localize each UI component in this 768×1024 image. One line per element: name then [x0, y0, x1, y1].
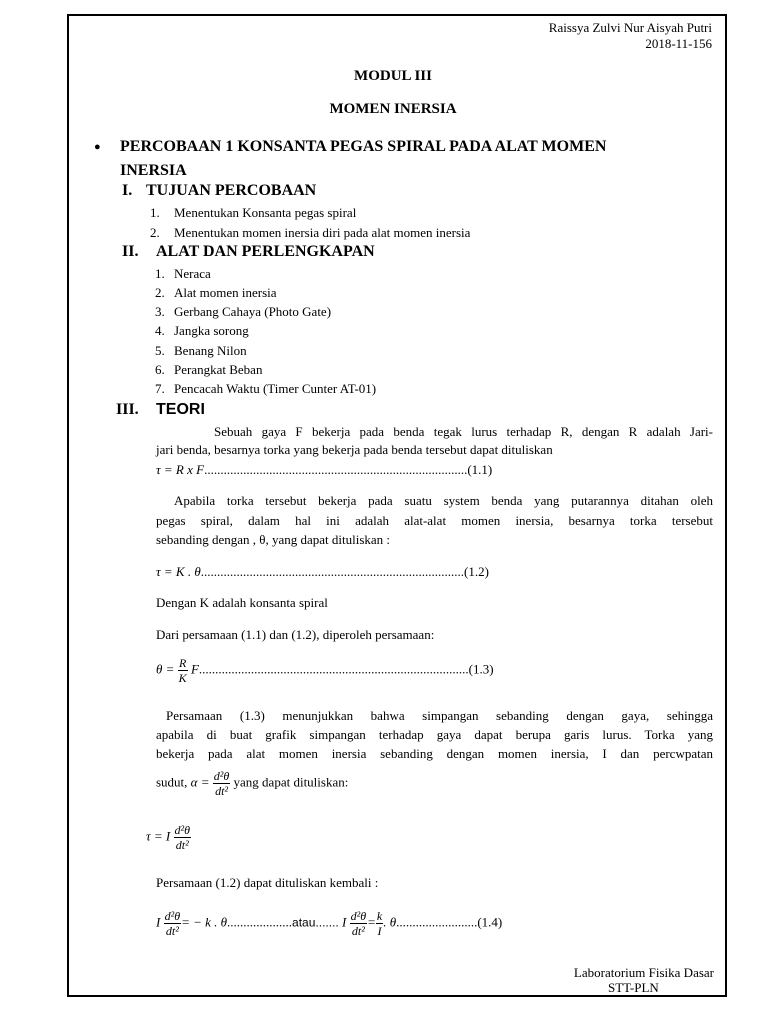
tool-number: 1.: [155, 266, 165, 281]
theory-paragraph-2-line-2: pegas spiral, dalam hal ini adalah alat-alat momen inersia, besarnya torka tersebut: [156, 513, 713, 528]
theory-paragraph-5-line-1: Persamaan (1.3) menunjukkan bahwa simpangan sebanding dengan gaya, sehingga: [166, 708, 713, 723]
theory-paragraph-5-line-3: bekerja pada alat momen inersia sebanding dengan momen inersia, I dan percwpatan: [156, 746, 713, 761]
equation-1-4-fraction-2: [350, 909, 368, 938]
equation-1-4-I2: I: [342, 914, 347, 930]
equation-1-1: [156, 462, 492, 478]
experiment-title-line1: PERCOBAAN 1 KONSANTA PEGAS SPIRAL PADA ALAT MOMEN: [120, 138, 607, 155]
tool-number: 7.: [155, 381, 165, 396]
equation-torque-lhs: τ = I: [146, 828, 171, 844]
fraction-numerator: d²θ: [350, 909, 367, 923]
equation-1-4: [156, 909, 502, 938]
topic-title: MOMEN INERSIA: [329, 101, 457, 117]
equation-1-1-number: (1.1): [467, 462, 493, 477]
tool-number: 6.: [155, 362, 165, 377]
theory-paragraph-4: Dari persamaan (1.1) dan (1.2), diperoleh persamaan:: [156, 627, 435, 642]
footer-lab: Laboratorium Fisika Dasar: [573, 965, 714, 980]
equation-1-3-lhs: θ =: [156, 661, 175, 677]
equation-1-4-I: I: [156, 914, 161, 930]
equation-1-2-number: (1.2): [463, 564, 489, 579]
fraction-numerator: d²θ: [213, 769, 230, 783]
equation-1-2-lhs: τ = K . θ: [156, 564, 201, 579]
theory-paragraph-3: Dengan K adalah konsanta spiral: [156, 595, 328, 610]
fraction-numerator: d²θ: [164, 909, 181, 923]
tool-number: 3.: [155, 304, 165, 319]
fraction-denominator: K: [178, 671, 187, 685]
equation-1-3-leader: ...................................................................................: [198, 661, 469, 677]
equation-1-3-rhs: F: [190, 661, 199, 677]
equation-1-4-atau: atau.......: [292, 915, 339, 930]
tool-text: Neraca: [174, 266, 211, 281]
equation-1-2: [156, 564, 489, 580]
author-name: Raissya Zulvi Nur Aisyah Putri: [548, 20, 712, 35]
tool-text: Perangkat Beban: [174, 362, 263, 377]
line-4-prefix: sudut,: [156, 774, 188, 790]
tool-number: 2.: [155, 285, 165, 300]
fraction-denominator: I: [377, 924, 382, 938]
goal-text: Menentukan momen inersia diri pada alat momen inersia: [174, 225, 471, 240]
fraction-denominator: dt²: [175, 838, 189, 852]
fraction-denominator: dt²: [351, 924, 365, 938]
theory-paragraph-1-line-1: Sebuah gaya F bekerja pada benda tegak lurus terhadap R, dengan R adalah Jari-: [214, 424, 713, 439]
student-id: 2018-11-156: [645, 36, 712, 51]
section-1-number: I.: [122, 182, 133, 199]
fraction-numerator: k: [376, 909, 383, 923]
section-3-number: III.: [116, 401, 139, 418]
section-2-title: ALAT DAN PERLENGKAPAN: [156, 243, 375, 260]
tool-text: Jangka sorong: [174, 323, 249, 338]
tool-text: Pencacah Waktu (Timer Cunter AT-01): [174, 381, 377, 396]
tool-text: Gerbang Cahaya (Photo Gate): [174, 304, 332, 319]
fraction-numerator: d²θ: [174, 823, 191, 837]
section-2-number: II.: [122, 243, 139, 260]
equation-torque: [146, 823, 191, 852]
theory-paragraph-5-line-4: [156, 769, 348, 798]
goal-number: 2.: [150, 225, 160, 240]
section-3-title: TEORI: [156, 401, 205, 418]
equation-1-3-fraction: [178, 656, 188, 685]
experiment-title-line2: INERSIA: [120, 162, 187, 179]
equation-1-2-leader: .................................................................................: [200, 564, 464, 579]
line-4-suffix: yang dapat dituliskan:: [233, 774, 349, 790]
footer-institution: STT-PLN: [608, 980, 659, 995]
goal-number: 1.: [150, 205, 160, 220]
tool-text: Alat momen inersia: [174, 285, 277, 300]
theory-paragraph-2-line-1: Apabila torka tersebut bekerja pada suatu system benda yang putarannya ditahan oleh: [174, 493, 713, 508]
equation-1-3: [156, 656, 494, 685]
equation-1-3-number: (1.3): [468, 661, 494, 677]
alpha-symbol: α =: [190, 774, 210, 790]
tool-number: 5.: [155, 343, 165, 358]
equation-1-4-equals: =: [367, 914, 376, 930]
theory-paragraph-5-line-2: apabila di buat grafik simpangan terhadap gaya dapat berupa garis lurus. Torka yang: [156, 727, 713, 742]
theory-paragraph-6: Persamaan (1.2) dapat dituliskan kembali :: [156, 875, 379, 890]
section-1-title: TUJUAN PERCOBAAN: [146, 182, 317, 199]
fraction-denominator: dt²: [165, 924, 179, 938]
module-title: MODUL III: [354, 68, 432, 84]
equation-1-4-leader-2: .........................: [396, 914, 478, 930]
equation-1-4-number: (1.4): [477, 914, 503, 930]
equation-1-4-fraction-1: [164, 909, 182, 938]
goal-text: Menentukan Konsanta pegas spiral: [174, 205, 357, 220]
fraction-denominator: dt²: [215, 784, 228, 798]
tool-text: Benang Nilon: [174, 343, 247, 358]
bullet-icon: ●: [94, 141, 101, 153]
equation-1-1-leader: .................................................................................: [204, 462, 468, 477]
alpha-fraction: [213, 769, 231, 798]
equation-torque-fraction: [174, 823, 192, 852]
equation-1-1-lhs: τ = R x F: [156, 462, 205, 477]
theory-paragraph-2-line-3: sebanding dengan , θ, yang dapat dituliskan :: [156, 532, 391, 547]
equation-1-4-leader-1: ....................: [227, 914, 293, 930]
theory-paragraph-1-line-2: jari benda, besarnya torka yang bekerja pada benda tersebut dapat dituliskan: [156, 442, 553, 457]
tool-number: 4.: [155, 323, 165, 338]
fraction-numerator: R: [179, 656, 187, 670]
equation-1-4-mid: = − k . θ: [181, 914, 228, 930]
equation-1-4-theta: . θ: [383, 914, 397, 930]
